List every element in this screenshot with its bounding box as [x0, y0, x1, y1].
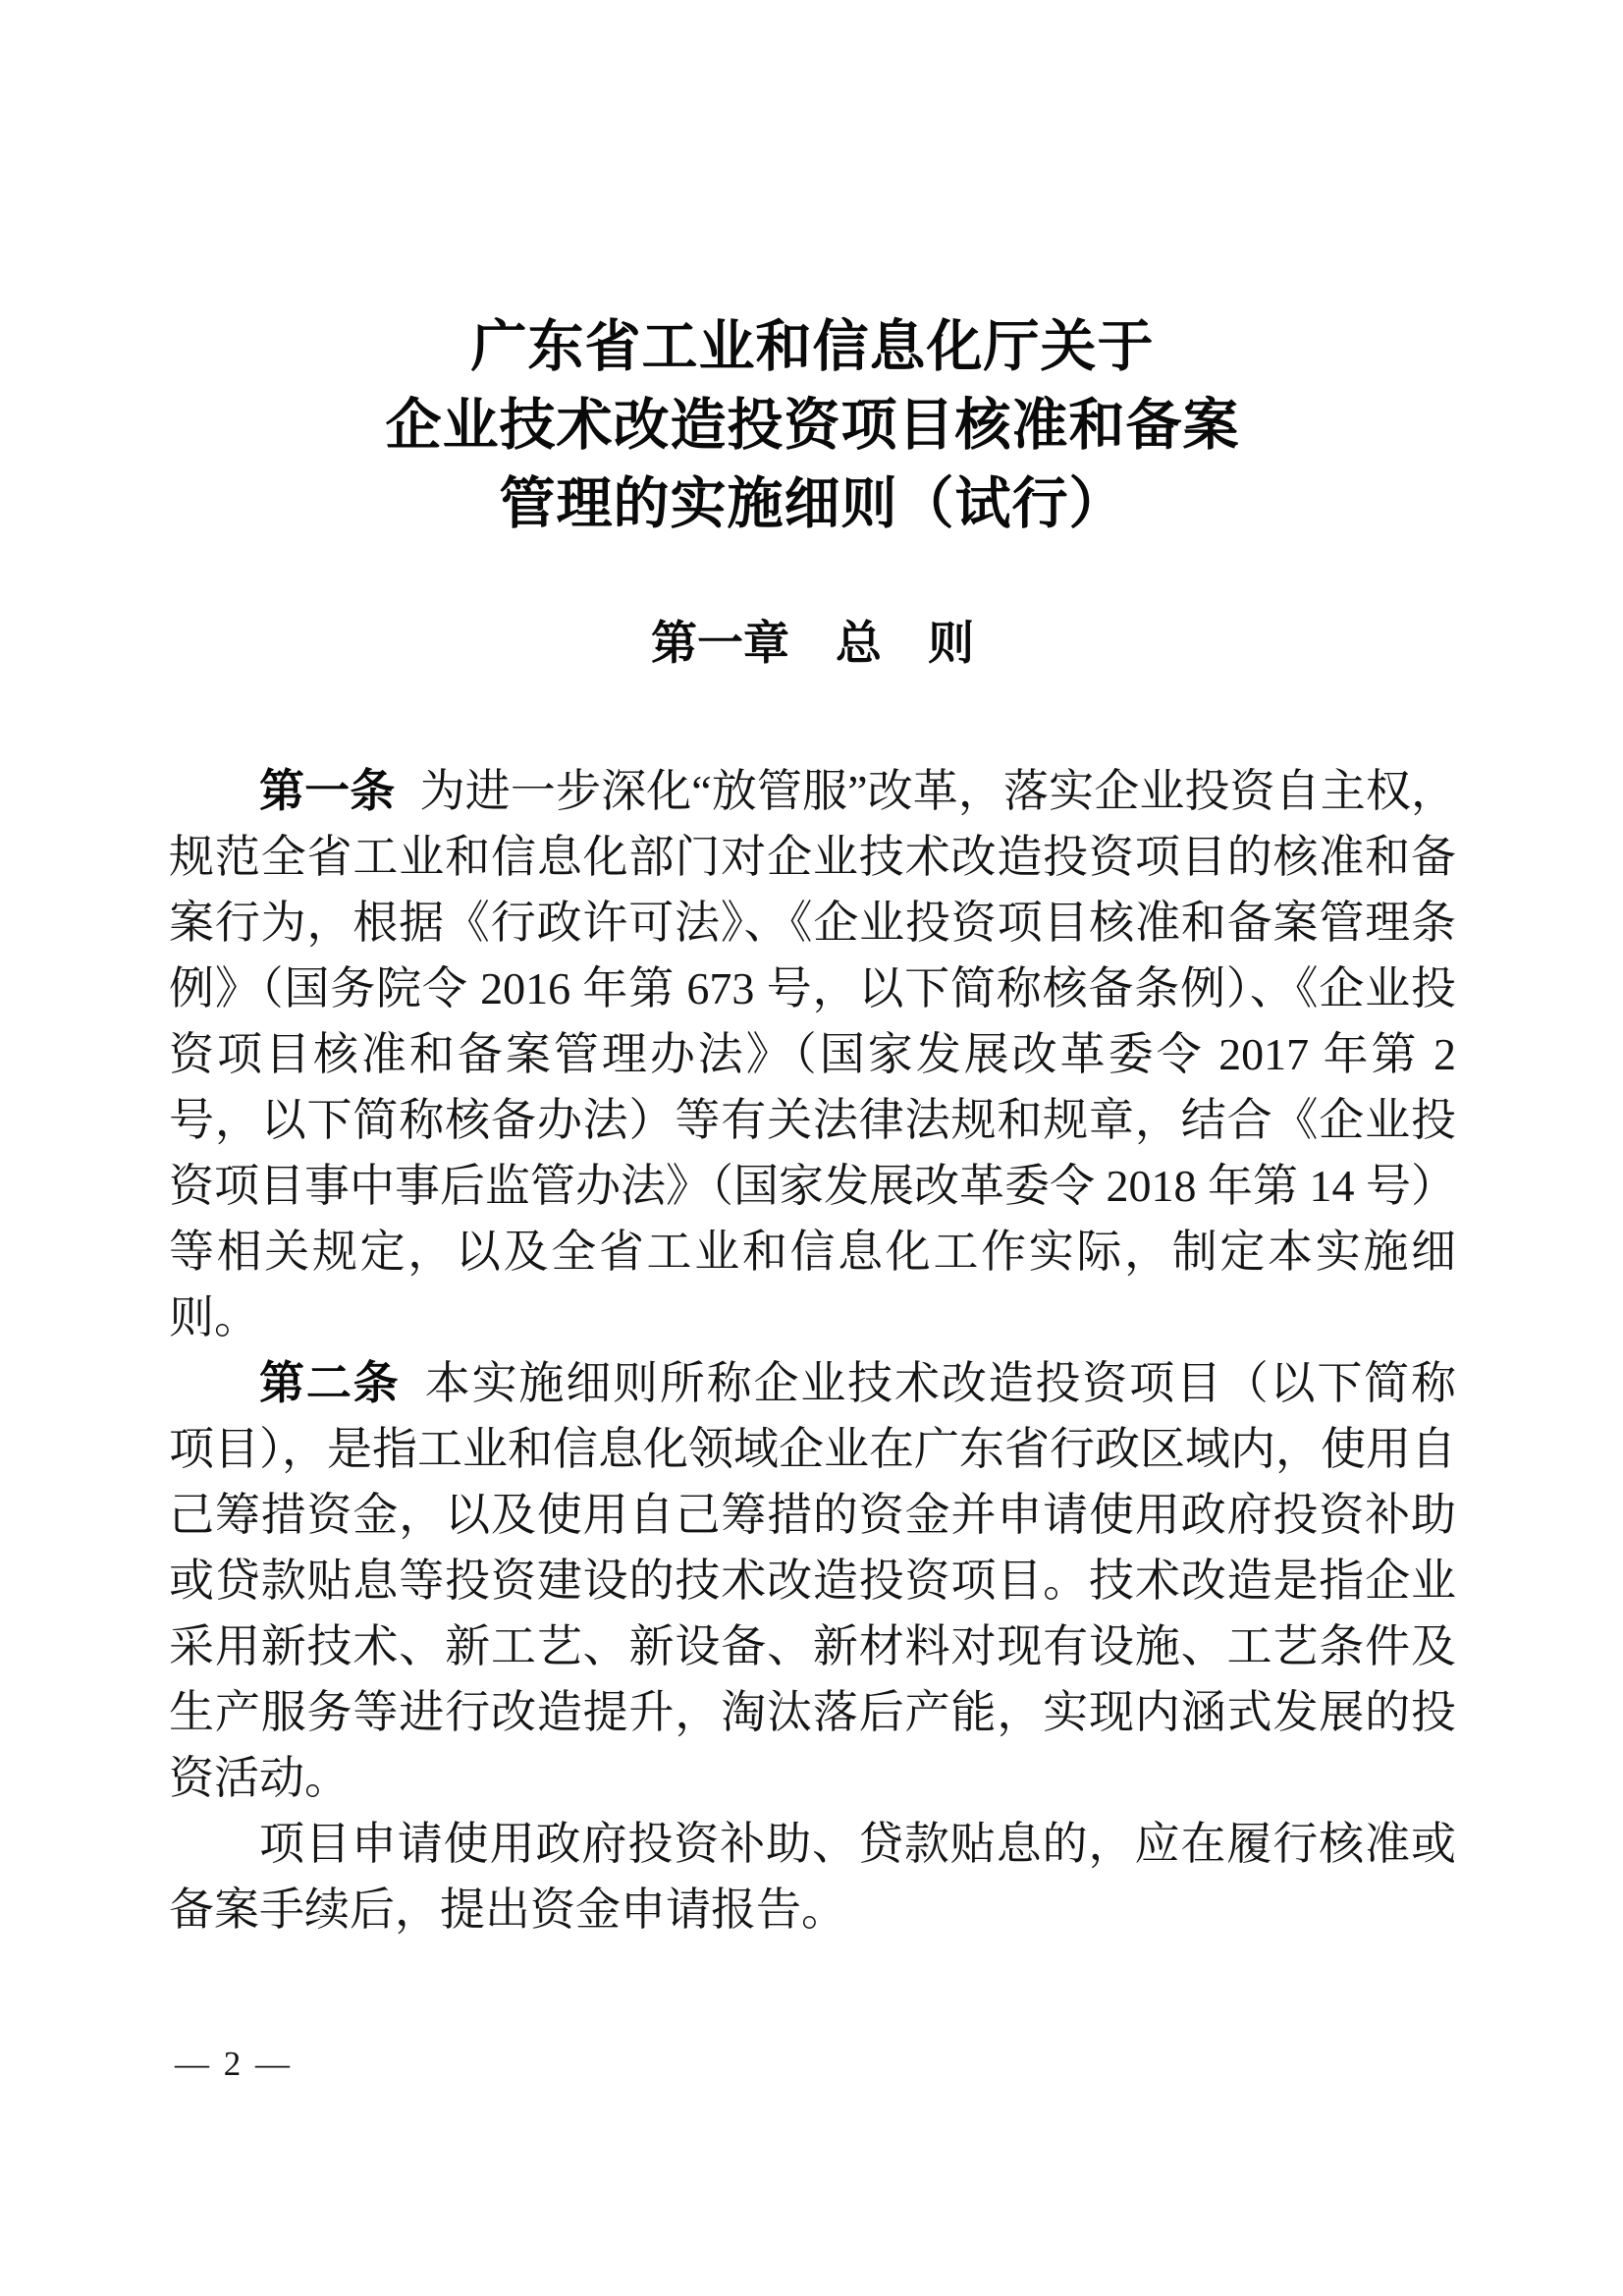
article-1-paragraph	[169, 758, 1456, 1350]
article-2-text: 本实施细则所称企业技术改造投资项目（以下简称项目），是指工业和信息化领域企业在广东省行政区域内，使用自己筹措资金，以及使用自己筹措的资金并申请使用政府投资补助或贷款贴息等投资建设的技术改造投资项目。技术改造是指企业采用新技术、新工艺、新设备、新材料对现有设施、工艺条件及生产服务等进行改造提升，淘汰落后产能，实现内涵式发展的投资活动。	[169, 1358, 1457, 1803]
article-1-label: 第一条	[259, 765, 396, 816]
title-line-1: 广东省工业和信息化厅关于	[470, 316, 1155, 378]
article-2-label: 第二条	[259, 1357, 401, 1408]
document-body	[169, 758, 1456, 1942]
article-2-continuation-text: 项目申请使用政府投资补助、贷款贴息的，应在履行核准或备案手续后，提出资金申请报告。	[169, 1819, 1456, 1935]
article-2-paragraph	[169, 1350, 1456, 1811]
document-title	[169, 308, 1456, 544]
chapter-heading: 第一章 总 则	[651, 617, 974, 669]
article-1-text: 为进一步深化“放管服”改革，落实企业投资自主权，规范全省工业和信息化部门对企业技术改造投资项目的核准和备案行为，根据《行政许可法》、《企业投资项目核准和备案管理条例》（国务院令 2016 年第 673 号，以下简称核备条例）、《企业投资项目核准和备案管理办法》（国家发展改革委令 2017 年第 2 号，以下简称核备办法）等有关法律法规和规章，结合《企业投资项目事中事后监管办法》（国家发展改革委令 2018 年第 14 号）等相关规定，以及全省工业和信息化工作实际，制定本实施细则。	[169, 766, 1457, 1342]
page-number: — 2 —	[175, 2045, 293, 2083]
title-line-3: 管理的实施细则（试行）	[499, 473, 1126, 535]
article-2-continuation-paragraph	[169, 1811, 1456, 1942]
title-line-2: 企业技术改造投资项目核准和备案	[385, 395, 1240, 457]
